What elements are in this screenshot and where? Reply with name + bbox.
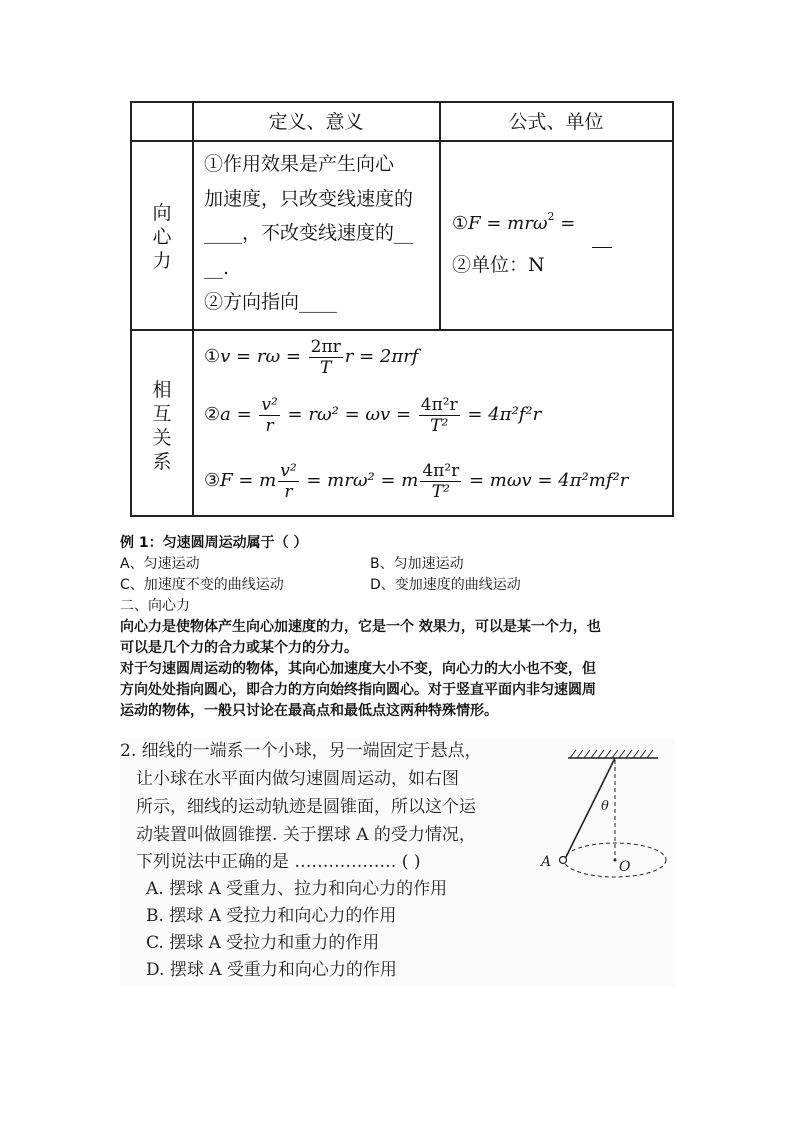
example1-question: 例 1：匀速圆周运动属于（ ） [120, 535, 308, 551]
definition-line-5: ②方向指向____ [204, 291, 338, 313]
table-vline-2 [439, 103, 441, 330]
pendulum-ball [560, 857, 567, 864]
formula-force-tail: = [554, 213, 576, 234]
example1-option-a: A、匀速运动 [120, 556, 200, 572]
label-o: O [619, 859, 631, 875]
relation-eq-3: ③F = m $\frac{\text{v²}}{r}$ = mrω² = m $\frac{\text{4π²r}}{\text{T²}}$ = mωv = 4π²mf²r [204, 460, 629, 502]
definition-line-3: ____，不改变线速度的__ [204, 222, 414, 244]
section2-para1-line2: 可以是几个力的合力或某个力的分力。 [120, 640, 358, 656]
formula-unit: ②单位：N [452, 254, 545, 276]
header-definition: 定义、意义 [268, 111, 364, 133]
question2-line-4: 动装置叫做圆锥摆. 关于摆球 A 的受力情况， [136, 825, 476, 845]
summary-table [130, 101, 674, 517]
formula-force: ①F = mrω$^2$ = [452, 210, 576, 234]
question2-line-2: 让小球在水平面内做匀速圆周运动，如右图 [136, 769, 459, 789]
formula-force-expr: F = mrω [468, 213, 548, 234]
relation-eq-2: ②a = $\frac{\text{v²}}{r}$ = rω² = ωv = $\frac{\text{4π²r}}{\text{T²}}$ = 4π²f²r [204, 394, 542, 436]
ceiling-hatch [570, 750, 653, 758]
example1-option-c: C、加速度不变的曲线运动 [120, 577, 284, 593]
table-vline-1 [192, 103, 194, 515]
section2-heading: 二、向心力 [120, 598, 190, 614]
question2-block [120, 738, 675, 986]
question2-line-1: 2. 细线的一端系一个小球，另一端固定于悬点， [120, 741, 482, 761]
definition-line-2: 加速度，只改变线速度的 [204, 187, 414, 210]
question2-option-b: B. 摆球 A 受拉力和向心力的作用 [146, 906, 397, 926]
row-label-centripetal-force: 向 心 力 [152, 202, 172, 272]
header-formula: 公式、单位 [508, 111, 604, 133]
table-hline-1 [132, 140, 672, 142]
section2-para1-line1: 向心力是使物体产生向心加速度的力，它是一个 效果力，可以是某一个力，也 [120, 619, 601, 635]
label-theta: θ [601, 799, 609, 814]
formula-force-prefix: ① [452, 213, 469, 234]
question2-line-5: 下列说法中正确的是 ……………… ( ) [136, 852, 421, 872]
question2-line-3: 所示，细线的运动轨迹是圆锥面，所以这个运 [136, 797, 476, 817]
table-hline-2 [132, 329, 672, 331]
definition-line-4: __. [204, 256, 230, 279]
question2-option-a: A. 摆球 A 受重力、拉力和向心力的作用 [146, 879, 448, 899]
example1-option-b: B、匀加速运动 [370, 556, 464, 572]
definition-cell [204, 147, 413, 320]
label-a: A [541, 854, 552, 870]
relation-eq-1: ①v = rω = $\frac{2\pi r}{T}$ r = 2πrf [204, 336, 419, 378]
formula-blank [592, 229, 612, 248]
question2-option-c: C. 摆球 A 受拉力和重力的作用 [146, 933, 380, 953]
section2-para2-line1: 对于匀速圆周运动的物体，其向心加速度大小不变，向心力的大小也不变，但 [120, 661, 596, 677]
example1-option-d: D、变加速度的曲线运动 [370, 577, 521, 593]
question2-option-d: D. 摆球 A 受重力和向心力的作用 [146, 960, 397, 980]
section2-para2-line3: 运动的物体，一般只讨论在最高点和最低点这两种特殊情形。 [120, 703, 498, 719]
conical-pendulum-figure [540, 738, 675, 888]
center-point [614, 859, 617, 862]
definition-line-1: ①作用效果是产生向心 [204, 153, 395, 175]
row-label-relations: 相 互 关 系 [152, 379, 172, 473]
section2-para2-line2: 方向处处指向圆心，即合力的方向始终指向圆心。对于竖直平面内非匀速圆周 [120, 682, 596, 698]
